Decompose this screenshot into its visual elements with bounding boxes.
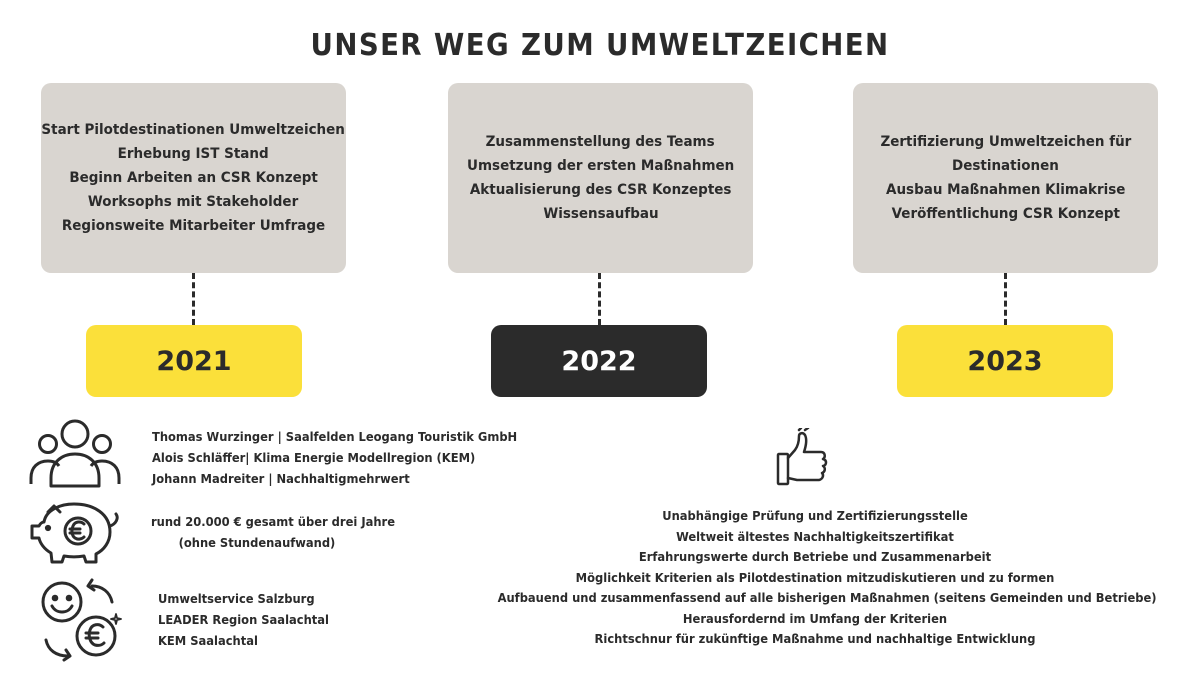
benefit-item: Möglichkeit Kriterien als Pilotdestination mitzudiskutieren und zu formen xyxy=(575,569,1055,585)
milestone-line: Umsetzung der ersten Maßnahmen xyxy=(466,158,735,174)
year-badge-2021: 2021 xyxy=(86,325,302,397)
team-member-line: Johann Madreiter | Nachhaltigmehrwert xyxy=(152,471,410,486)
timeline-connector xyxy=(1004,273,1007,325)
partner-line: Umweltservice Salzburg xyxy=(158,591,315,606)
smile-euro-exchange-icon xyxy=(38,578,122,662)
year-badge-2022: 2022 xyxy=(491,325,707,397)
team-text xyxy=(152,426,517,489)
milestone-line: Destinationen xyxy=(952,158,1059,174)
budget-line: (ohne Stundenaufwand) xyxy=(178,535,336,550)
team-member-line: Thomas Wurzinger | Saalfelden Leogang Touristik GmbH xyxy=(152,429,518,444)
budget-line: rund 20.000 € gesamt über drei Jahre xyxy=(151,514,396,529)
partners-text xyxy=(158,588,329,651)
milestone-line: Start Pilotdestinationen Umweltzeichen xyxy=(41,122,346,138)
milestone-line: Zertifizierung Umweltzeichen für xyxy=(880,134,1131,150)
thumbs-up-icon xyxy=(775,428,831,488)
milestone-card-2022 xyxy=(448,83,753,273)
milestone-line: Erhebung IST Stand xyxy=(118,146,269,162)
partner-line: LEADER Region Saalachtal xyxy=(158,612,329,627)
milestone-line: Regionsweite Mitarbeiter Umfrage xyxy=(61,218,326,234)
benefit-item: Weltweit ältestes Nachhaltigkeitszertifikat xyxy=(676,528,954,544)
team-member-line: Alois Schläffer| Klima Energie Modellregion (KEM) xyxy=(152,450,476,465)
page-title: UNSER WEG ZUM UMWELTZEICHEN xyxy=(310,28,890,63)
benefit-item: Erfahrungswerte durch Betriebe und Zusammenarbeit xyxy=(638,549,992,564)
timeline-connector xyxy=(192,273,195,325)
budget-text xyxy=(151,511,395,553)
milestone-line: Wissensaufbau xyxy=(542,206,659,222)
benefit-item: Richtschnur für zukünftige Maßnahme und nachhaltige Entwicklung xyxy=(594,631,1036,646)
partner-line: KEM Saalachtal xyxy=(158,633,258,648)
benefit-item: Unabhängige Prüfung und Zertifizierungsstelle xyxy=(662,508,968,523)
benefits-list xyxy=(470,506,1160,650)
milestone-line: Aktualisierung des CSR Konzeptes xyxy=(469,182,732,198)
timeline-connector xyxy=(598,273,601,325)
milestone-card-2023 xyxy=(853,83,1158,273)
milestone-card-2021 xyxy=(41,83,346,273)
piggy-bank-euro-icon xyxy=(26,500,126,566)
milestone-line: Ausbau Maßnahmen Klimakrise xyxy=(885,182,1126,198)
milestone-line: Worksophs mit Stakeholder xyxy=(88,194,299,210)
year-badge-2023: 2023 xyxy=(897,325,1113,397)
benefit-item: Herausfordernd im Umfang der Kriterien xyxy=(682,610,948,626)
milestone-line: Beginn Arbeiten an CSR Konzept xyxy=(69,170,318,186)
milestone-line: Veröffentlichung CSR Konzept xyxy=(891,206,1120,222)
milestone-line: Zusammenstellung des Teams xyxy=(485,134,716,150)
people-group-icon xyxy=(26,414,124,490)
benefit-item: Aufbauend und zusammenfassend auf alle bisherigen Maßnahmen (seitens Gemeinden und Betriebe) xyxy=(497,590,1157,605)
